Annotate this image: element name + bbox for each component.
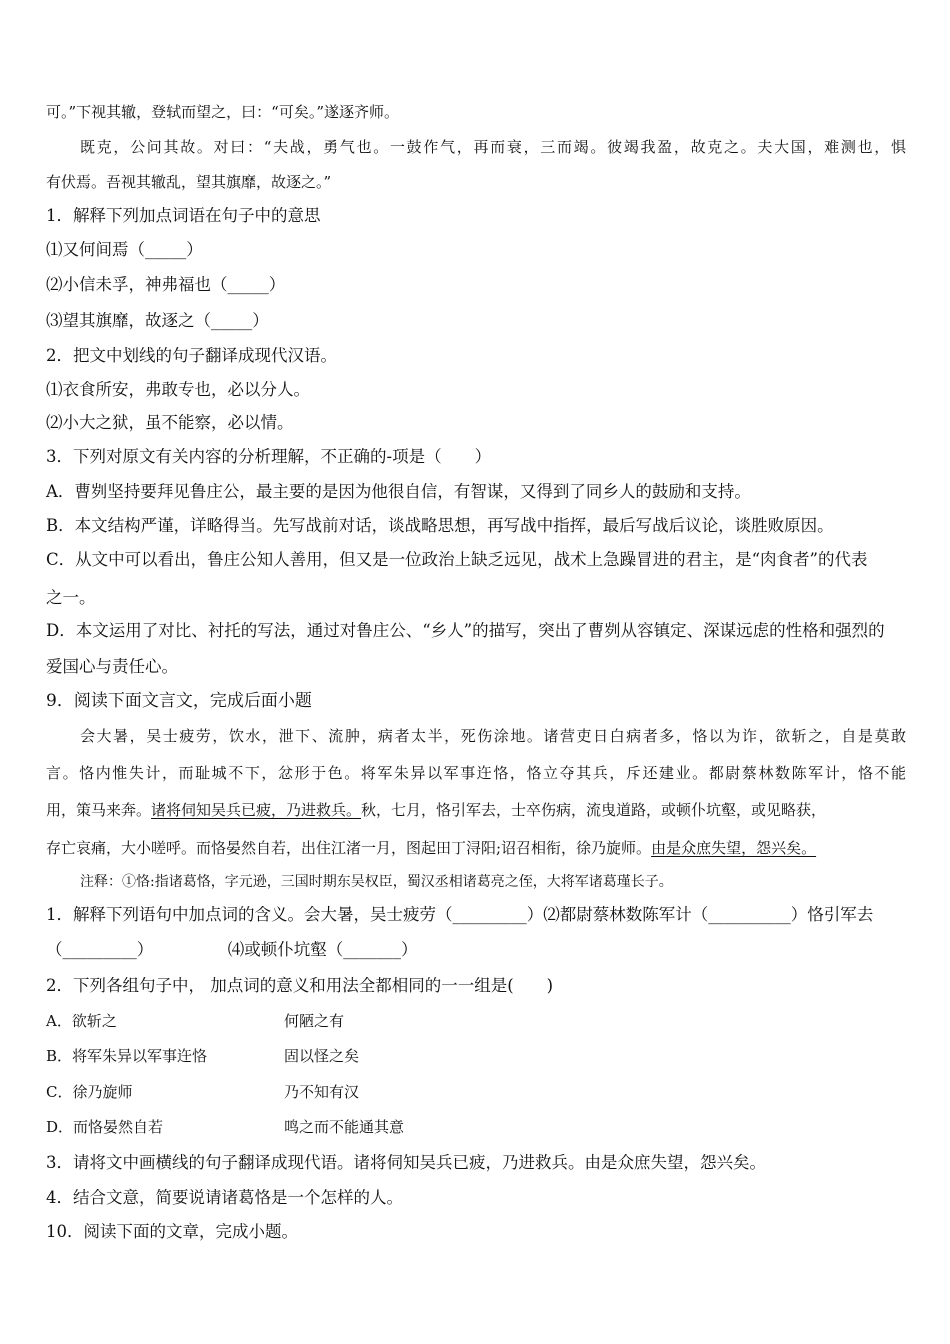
option-b-left: B．将军朱异以军事迕恪 bbox=[46, 1047, 208, 1065]
section-heading-10: 10．阅读下面的文章，完成小题。 bbox=[46, 1222, 298, 1241]
question-1: 1．解释下列加点词语在句子中的意思 bbox=[46, 206, 321, 225]
question-3: 3．下列对原文有关内容的分析理解，不正确的-项是（ ） bbox=[46, 447, 492, 466]
question-2-item: ⑴衣食所安，弗敢专也，必以分人。 bbox=[46, 380, 310, 399]
option-c-cont: 之一。 bbox=[46, 588, 96, 607]
question-1-item: ⑶望其旗靡，故逐之（_____） bbox=[46, 311, 269, 330]
option-c-right: 乃不知有汉 bbox=[284, 1083, 360, 1101]
question-1-item: ⑴又何间焉（_____） bbox=[46, 240, 203, 259]
question-1-item: ⑷或顿仆坑壑（_______） bbox=[227, 940, 418, 959]
passage-line: 有伏焉。吾视其辙乱，望其旗靡，故逐之。” bbox=[46, 173, 332, 191]
option-d: D．本文运用了对比、衬托的写法，通过对鲁庄公、“乡人”的描写，突出了曹刿从容镇定、深谋远虑的性格和强烈的 bbox=[46, 621, 885, 640]
option-b-right: 固以怪之矣 bbox=[284, 1047, 360, 1065]
option-a-left: A．欲斩之 bbox=[46, 1012, 117, 1030]
passage-text: 秋，七月，恪引军去，士卒伤病，流曳道路，或顿仆坑壑，或见略获， bbox=[361, 801, 827, 819]
option-c: C．从文中可以看出，鲁庄公知人善用，但又是一位政治上缺乏远见，战术上急躁冒进的君主，是“肉食者”的代表 bbox=[46, 550, 868, 569]
passage-text: 用，策马来奔。 bbox=[46, 801, 152, 819]
passage-line: 言。恪内惟失计，而耻城不下，忿形于色。将军朱异以军事迕恪，恪立夺其兵，斥还建业。都尉蔡林数陈军计，恪不能 bbox=[46, 764, 906, 782]
option-d-cont: 爱国心与责任心。 bbox=[46, 657, 178, 676]
option-c-left: C．徐乃旋师 bbox=[46, 1083, 133, 1101]
question-1-cont bbox=[46, 940, 906, 960]
passage-text: 存亡哀痛，大小嗟呼。而恪晏然自若，出住江渚一月，图起田丁浔阳;诏召相衔，徐乃旋师。 bbox=[46, 839, 652, 857]
annotation-note: 注释：①恪:指诸葛恪，字元逊，三国时期东吴权臣，蜀汉丞相诸葛亮之侄，大将军诸葛瑾长子。 bbox=[80, 874, 673, 890]
option-a: A．曹刿坚持要拜见鲁庄公，最主要的是因为他很自信，有智谋，又得到了同乡人的鼓励和支持。 bbox=[46, 482, 751, 501]
question-4: 4．结合文意，简要说请诸葛恪是一个怎样的人。 bbox=[46, 1188, 403, 1207]
answer-blank: （_________） bbox=[46, 940, 154, 959]
question-1: 1．解释下列语句中加点词的含义。会大暑，吴士疲劳（_________）⑵都尉蔡林数陈军计（__________）恪引军去 bbox=[46, 905, 874, 924]
question-3: 3．请将文中画横线的句子翻译成现代语。诸将伺知吴兵已疲，乃进救兵。由是众庶失望，怨兴矣。 bbox=[46, 1153, 766, 1172]
passage-line: 既克，公问其故。对曰：“夫战，勇气也。一鼓作气，再而衰，三而竭。彼竭我盈，故克之。夫大国，难测也，惧 bbox=[80, 138, 906, 156]
option-d-right: 鸣之而不能通其意 bbox=[284, 1118, 405, 1136]
passage-line: 会大暑，吴士疲劳，饮水，泄下、流肿，病者太半，死伤涂地。诸营吏日白病者多，恪以为诈，欲斩之，自是莫敢 bbox=[80, 727, 906, 745]
option-b: B．本文结构严谨，详略得当。先写战前对话，谈战略思想，再写战中指挥，最后写战后议论，谈胜败原因。 bbox=[46, 516, 834, 535]
passage-line bbox=[46, 838, 906, 858]
section-heading-9: 9．阅读下面文言文，完成后面小题 bbox=[46, 691, 312, 711]
option-a-right: 何陋之有 bbox=[284, 1012, 345, 1030]
underlined-sentence: 由是众庶失望，怨兴矣。 bbox=[651, 839, 817, 857]
question-2-item: ⑵小大之狱，虽不能察，必以情。 bbox=[46, 413, 294, 432]
question-2: 2．下列各组句子中， 加点词的意义和用法全都相同的一一组是( ) bbox=[46, 976, 554, 995]
option-d-left: D．而恪晏然自若 bbox=[46, 1118, 164, 1136]
underlined-sentence: 诸将伺知吴兵已疲，乃进救兵。 bbox=[151, 801, 362, 819]
question-2: 2．把文中划线的句子翻译成现代汉语。 bbox=[46, 346, 337, 365]
question-1-item: ⑵小信未孚，神弗福也（_____） bbox=[46, 275, 286, 294]
passage-line bbox=[46, 800, 906, 820]
passage-line: 可。”下视其辙，登轼而望之，曰：“可矣。”遂逐齐师。 bbox=[46, 103, 400, 121]
